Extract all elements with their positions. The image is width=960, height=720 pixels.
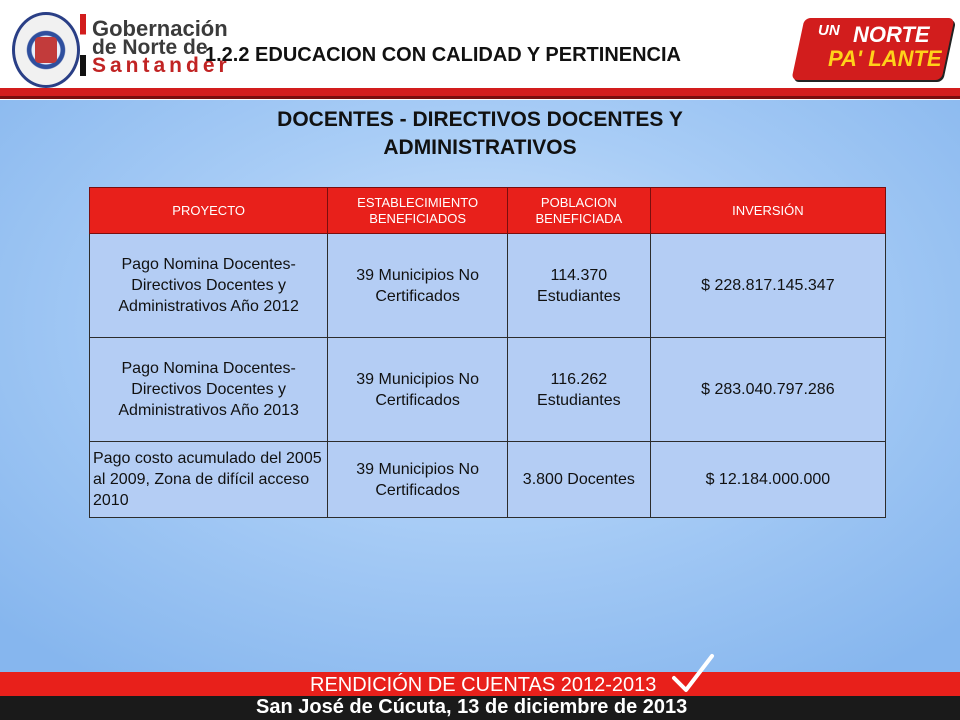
- column-header-poblacion: POBLACION BENEFICIADA: [507, 188, 650, 234]
- page-title: DOCENTES - DIRECTIVOS DOCENTES Y ADMINISTRATIVOS: [277, 108, 683, 159]
- gobernacion-seal-icon: [12, 12, 80, 88]
- investment-table: [89, 187, 886, 518]
- seal-emblem-icon: [35, 37, 57, 63]
- org-name-line2: de Norte de: [92, 36, 208, 59]
- footer-title: RENDICIÓN DE CUENTAS 2012-2013: [310, 674, 657, 696]
- flag-stripe-icon: [80, 14, 86, 76]
- cell-inversion: $ 228.817.145.347: [650, 234, 885, 338]
- table-header-row: [90, 188, 886, 234]
- cell-proyecto: Pago Nomina Docentes- Directivos Docentes y Administrativos Año 2012: [90, 234, 328, 338]
- campaign-logo-word1: UN: [818, 22, 840, 39]
- footer-place-date: San José de Cúcuta, 13 de diciembre de 2013: [256, 696, 688, 718]
- campaign-logo: [798, 18, 948, 80]
- cell-establecimiento: 39 Municipios No Certificados: [328, 234, 508, 338]
- column-header-establecimiento: ESTABLECIMIENTO BENEFICIADOS: [328, 188, 508, 234]
- column-header-inversion: INVERSIÓN: [650, 188, 885, 234]
- table-row: [90, 442, 886, 518]
- table-row: [90, 234, 886, 338]
- org-name-line1: Gobernación: [92, 16, 228, 41]
- header-red-band: [0, 88, 960, 96]
- campaign-logo-word2: NORTE: [853, 22, 930, 47]
- cell-proyecto: Pago Nomina Docentes- Directivos Docentes y Administrativos Año 2013: [90, 338, 328, 442]
- cell-poblacion: 114.370 Estudiantes: [507, 234, 650, 338]
- cell-poblacion: 116.262 Estudiantes: [507, 338, 650, 442]
- cell-establecimiento: 39 Municipios No Certificados: [328, 338, 508, 442]
- column-header-proyecto: PROYECTO: [90, 188, 328, 234]
- cell-inversion: $ 283.040.797.286: [650, 338, 885, 442]
- campaign-logo-word3: PA' LANTE: [828, 46, 942, 71]
- cell-establecimiento: 39 Municipios No Certificados: [328, 442, 508, 518]
- table-row: [90, 338, 886, 442]
- section-title: 1.2.2 EDUCACION CON CALIDAD Y PERTINENCIA: [205, 44, 681, 66]
- cell-inversion: $ 12.184.000.000: [650, 442, 885, 518]
- cell-proyecto: Pago costo acumulado del 2005 al 2009, Zona de difícil acceso 2010: [90, 442, 328, 518]
- org-name-line3: Santander: [92, 54, 231, 77]
- header-dark-band: [0, 96, 960, 99]
- checkmark-icon: [670, 652, 716, 696]
- cell-poblacion: 3.800 Docentes: [507, 442, 650, 518]
